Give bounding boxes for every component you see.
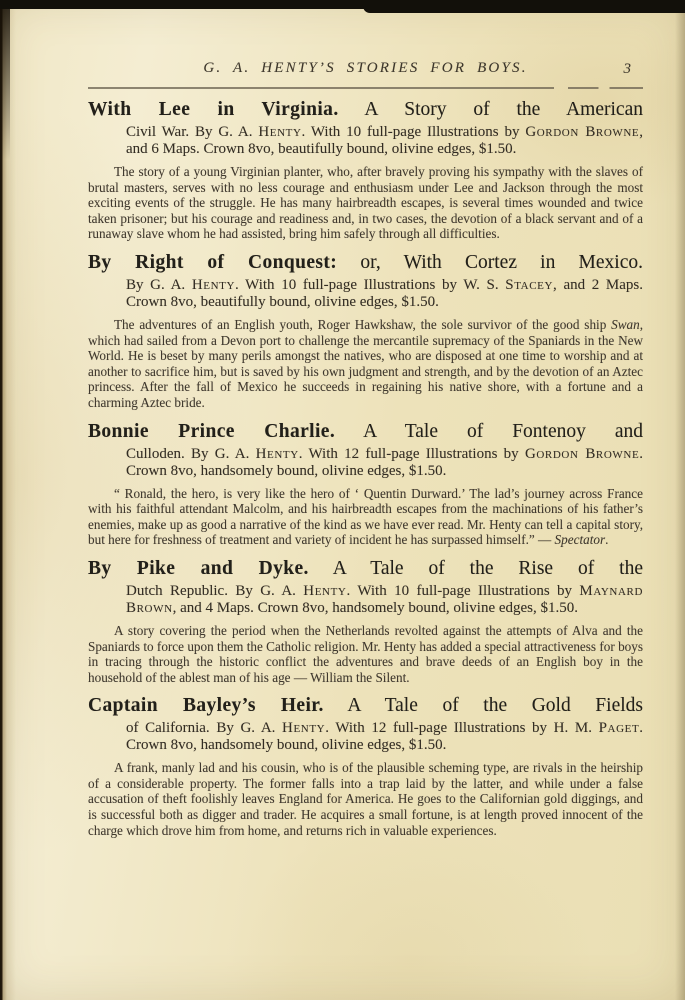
- entry-detail: [126, 583, 643, 617]
- text-segment: , which had sailed from a Devon port to challenge the mercantile supremacy of the Spaniards in the New World. He is beset by many perils amongst the natives, who are disposed at one time to worship and at another to sacrifice him, but is saved by his own judgment and strength, and by the devotion of an Aztec princess. After the fall of Mexico he succeeds in regaining his native shore, with a fortune and a charming Aztec bride.: [88, 316, 643, 410]
- text-segment: Swan: [611, 316, 640, 332]
- text-segment: Culloden. By G. A.: [126, 445, 256, 462]
- entry-heading-line: [88, 695, 643, 717]
- page-content: [88, 60, 643, 838]
- text-segment: A story covering the period when the Netherlands revolted against the attempts of Alva and the Spaniards to force upon them the Catholic religion. Mr. Henty has added a special attractiveness for boys in tracing through the historic conflict the adventures and brave deeds of an English boy in the household of the ablest man of his age — William the Silent.: [88, 622, 643, 685]
- running-header-title: G. A. HENTY’S STORIES FOR BOYS.: [203, 60, 528, 76]
- text-segment: The adventures of an English youth, Roger Hawkshaw, the sole survivor of the good ship: [114, 316, 612, 332]
- entry-description: [88, 760, 643, 838]
- entry-subtitle: or, With Cortez in Mexico.: [360, 251, 643, 273]
- page-number: 3: [623, 61, 631, 77]
- book-entry: [88, 558, 643, 685]
- text-segment: Henty: [282, 720, 326, 737]
- entry-heading: [88, 421, 643, 480]
- entry-heading: [88, 558, 643, 617]
- running-header: [88, 60, 643, 77]
- text-segment: Stacey: [505, 276, 554, 293]
- text-segment: . With 12 full-page Illustrations by: [298, 445, 525, 462]
- entry-detail: [126, 446, 643, 480]
- scan-gutter-edge: [0, 0, 16, 1000]
- text-segment: . With 10 full-page Illustrations by W. S.: [235, 276, 506, 293]
- text-segment: Henty: [255, 445, 299, 462]
- scan-top-edge: [0, 0, 685, 9]
- text-segment: Spectator: [554, 532, 606, 548]
- entry-description: [88, 317, 643, 411]
- entry-heading-line: [88, 421, 643, 443]
- text-segment: . With 10 full-page Illustrations by: [301, 124, 526, 140]
- entry-heading: [88, 695, 643, 754]
- text-segment: of California. By G. A.: [126, 720, 283, 737]
- book-entry: [88, 421, 643, 548]
- text-segment: Maynard Brown: [126, 582, 644, 616]
- text-segment: Henty: [191, 276, 235, 293]
- entry-heading-line: [88, 252, 643, 274]
- entry-description: [88, 623, 643, 685]
- text-segment: A frank, manly lad and his cousin, who is of the plausible scheming type, are rivals in the heirship of a considerable property. The former falls into a trap laid by the latter, and while under a false accusation of theft foolishly leaves England for America. He goes to the Californian gold diggings, and is successful both as digger and trader. He acquires a small fortune, is at length proved innocent of the charge which drove him from home, and returns rich in valuable experiences.: [88, 760, 643, 838]
- book-entry: [88, 99, 643, 242]
- entry-detail: [126, 720, 643, 754]
- entry-title: By Right of Conquest:: [88, 251, 338, 273]
- text-segment: . Crown 8vo, handsomely bound, olivine edges, $1.50.: [126, 445, 644, 479]
- text-segment: Dutch Republic. By G. A.: [126, 582, 304, 599]
- entry-subtitle: A Story of the American: [364, 99, 643, 120]
- entry-subtitle: A Tale of the Rise of the: [332, 557, 643, 579]
- text-segment: Paget: [598, 720, 640, 737]
- entry-subtitle: A Tale of the Gold Fields: [347, 695, 643, 717]
- entry-description: [88, 486, 643, 548]
- text-segment: Gordon Browne: [524, 445, 640, 462]
- text-segment: The story of a young Virginian planter, who, after bravely proving his sympathy with the slaves of brutal masters, serves with no less courage and enthusiasm under Lee and Jackson through the most exciting events of the struggle. He has many hairbreadth escapes, is several times wounded and twice taken prisoner; but his courage and readiness and, in two cases, the devotion of a black servant and of a runaway slave whom he had assisted, bring him safely through all difficulties.: [88, 164, 643, 242]
- text-segment: . With 10 full-page Illustrations by: [346, 582, 580, 599]
- text-segment: Henty: [258, 124, 302, 140]
- entry-title: With Lee in Virginia.: [88, 99, 339, 120]
- book-entry: [88, 695, 643, 838]
- entry-detail: [126, 277, 643, 311]
- entry-detail: [126, 124, 643, 158]
- text-segment: . With 12 full-page Illustrations by H. M.: [325, 720, 599, 737]
- entry-title: Captain Bayley’s Heir.: [88, 695, 324, 717]
- entry-heading-line: [88, 558, 643, 580]
- text-segment: “ Ronald, the hero, is very like the hero of ‘ Quentin Durward.’ The lad’s journey across France with his faithful attendant Malcolm, and his hairbreadth escapes from the machinations of his father’s enemies, make up as good a narrative of the kind as we have ever read. Mr. Henty can tell a capital story, but here for freshness of treatment and variety of incident he has surpassed himself.” —: [88, 485, 643, 548]
- entry-title: By Pike and Dyke.: [88, 557, 309, 579]
- entries-list: [88, 99, 643, 838]
- header-rule: [88, 87, 643, 89]
- text-segment: , and 6 Maps. Crown 8vo, beautifully bound, olivine edges, $1.50.: [126, 124, 644, 157]
- entry-title: Bonnie Prince Charlie.: [88, 420, 336, 442]
- entry-heading-line: [88, 99, 643, 121]
- text-segment: Henty: [303, 582, 347, 599]
- entry-description: [88, 164, 643, 242]
- entry-heading: [88, 99, 643, 158]
- book-entry: [88, 252, 643, 411]
- text-segment: By G. A.: [126, 276, 192, 293]
- text-segment: Gordon Browne: [525, 124, 640, 140]
- entry-subtitle: A Tale of Fontenoy and: [363, 420, 644, 442]
- text-segment: . Crown 8vo, handsomely bound, olivine edges, $1.50.: [126, 720, 644, 754]
- text-segment: Civil War. By G. A.: [126, 124, 259, 140]
- text-segment: , and 4 Maps. Crown 8vo, handsomely bound, olivine edges, $1.50.: [172, 599, 578, 616]
- text-segment: , and 2 Maps. Crown 8vo, beautifully bound, olivine edges, $1.50.: [126, 276, 643, 310]
- text-segment: .: [605, 532, 609, 548]
- entry-heading: [88, 252, 643, 311]
- scan-right-edge: [675, 0, 685, 1000]
